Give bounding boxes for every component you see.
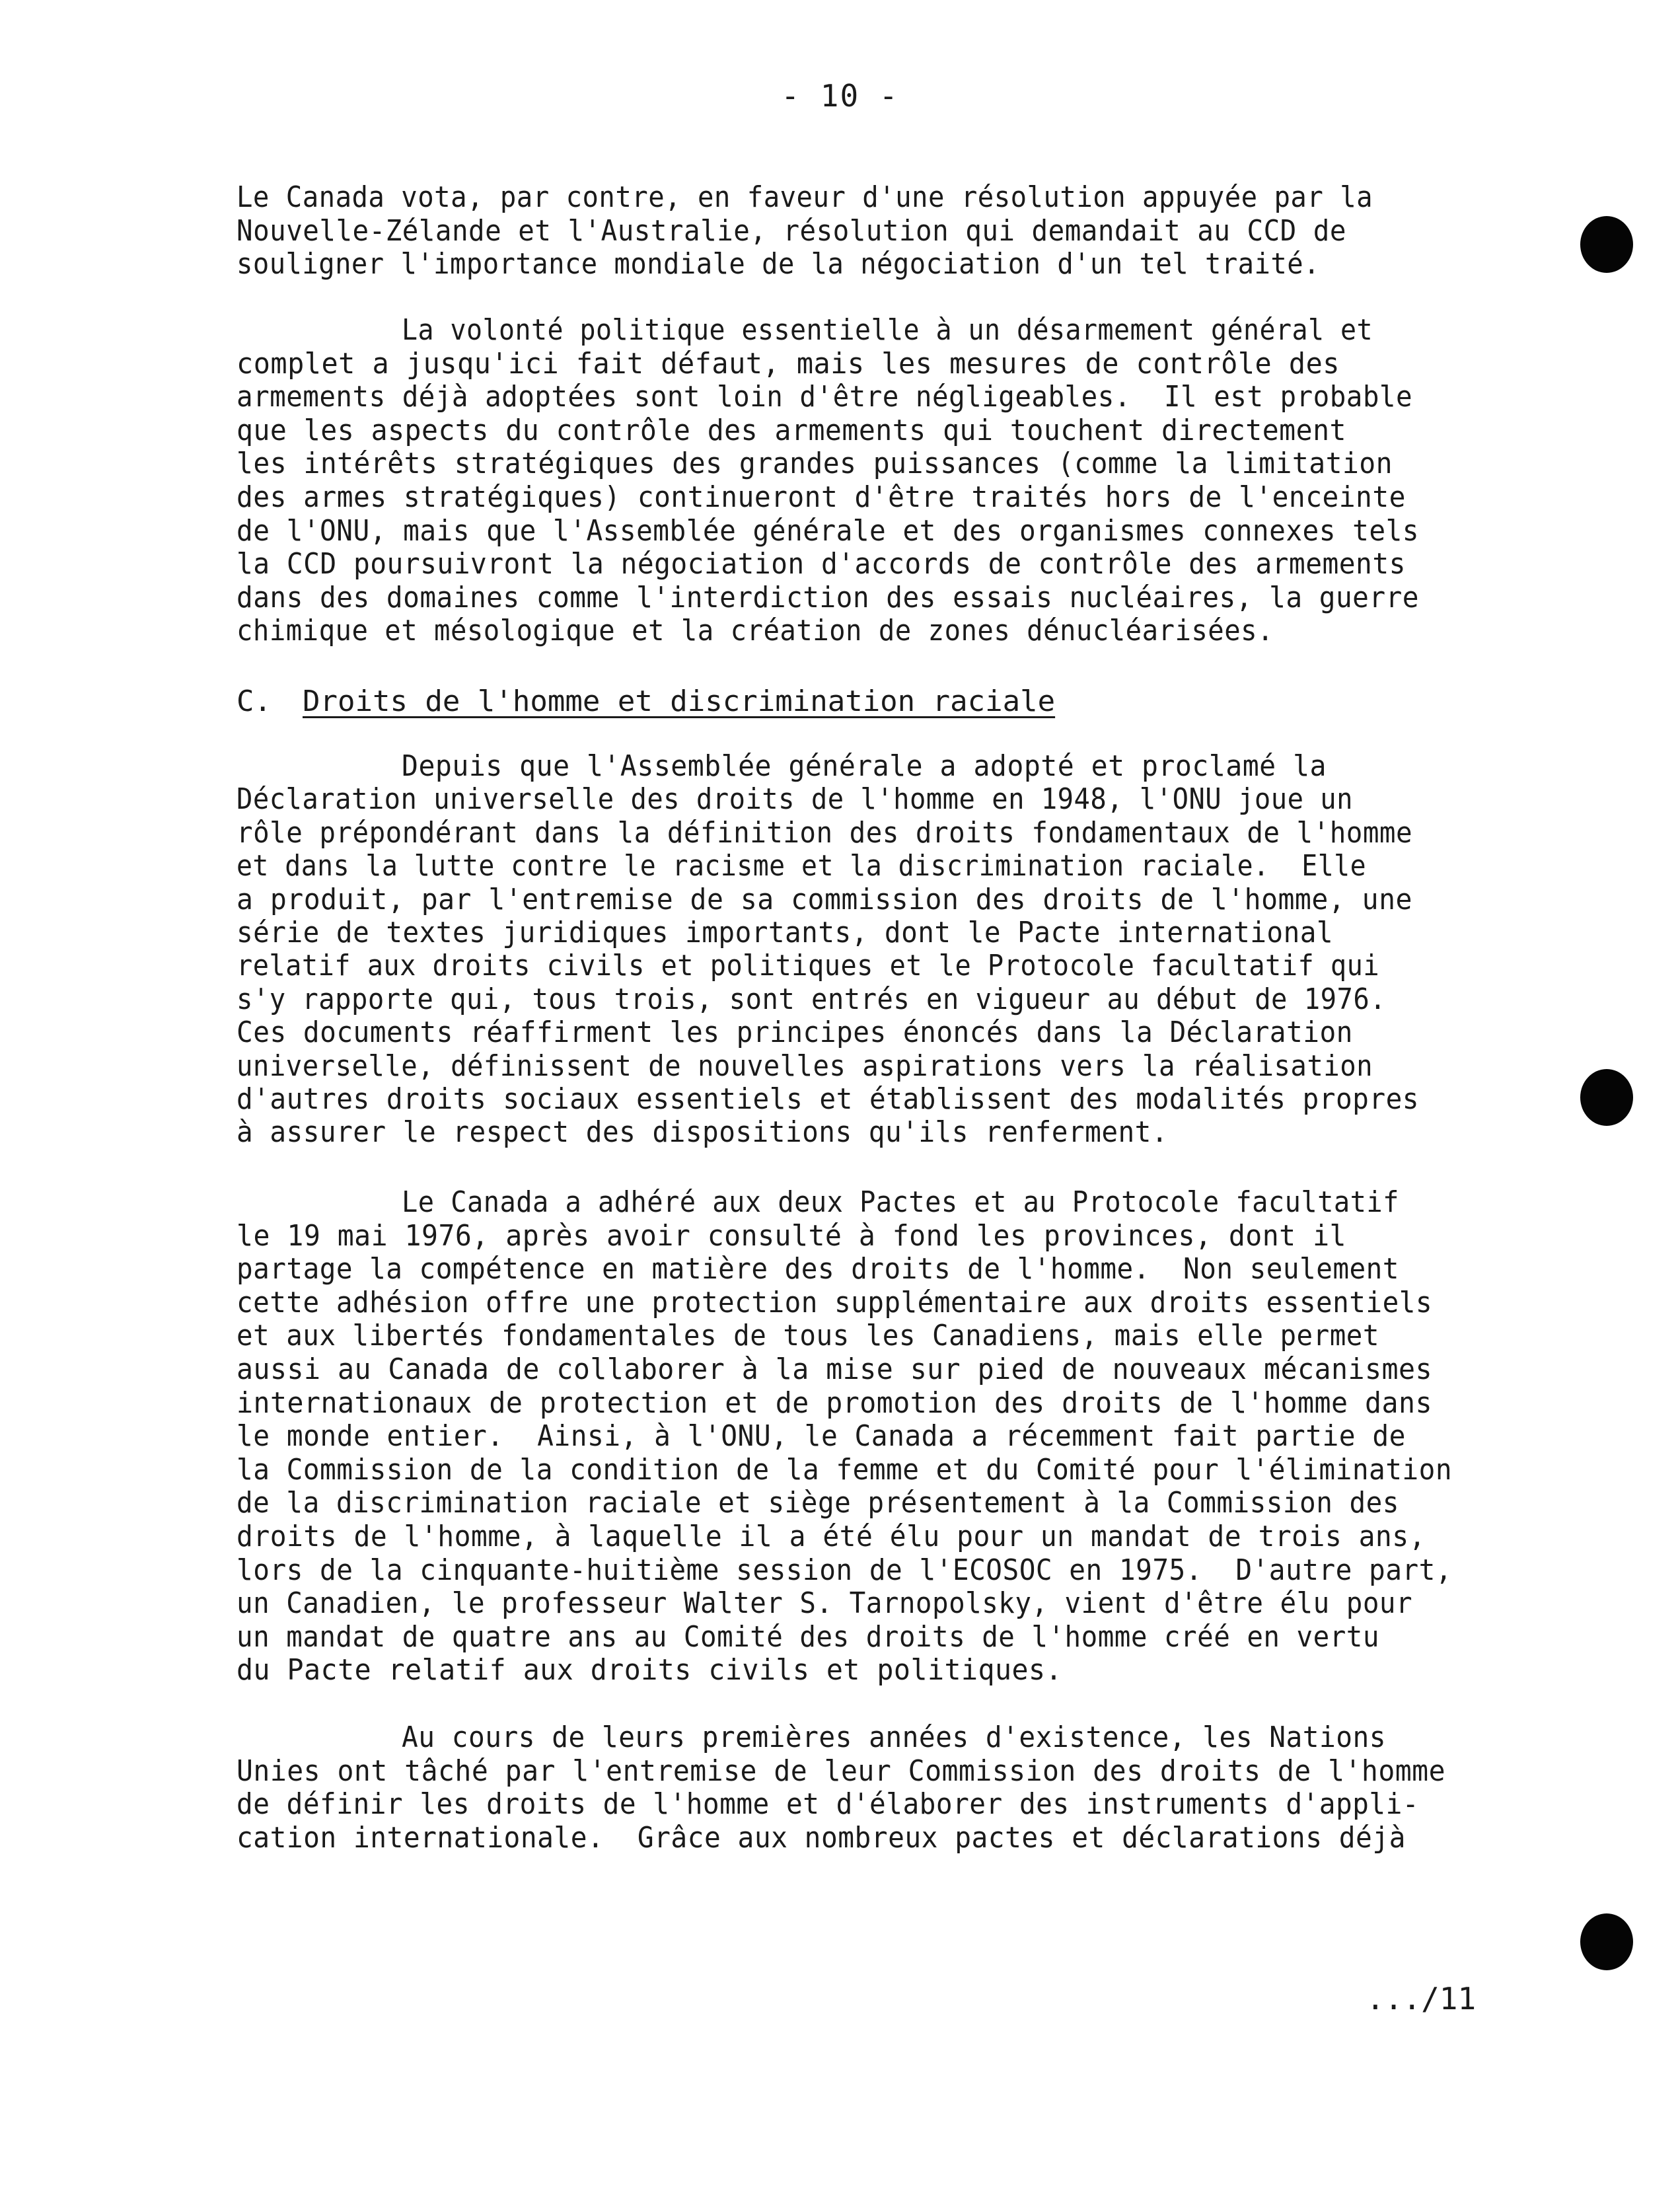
text-line: s'y rapporte qui, tous trois, sont entrés en vigueur au début de 1976. [237,982,1387,1016]
text-line: un mandat de quatre ans au Comité des droits de l'homme créé en vertu [237,1620,1379,1654]
text-line: les intérêts stratégiques des grandes puissances (comme la limitation [237,447,1393,480]
text-line: de l'ONU, mais que l'Assemblée générale et des organismes connexes tels [237,514,1420,548]
text-line: et dans la lutte contre le racisme et la discrimination raciale. Elle [237,849,1367,883]
text-line: que les aspects du contrôle des armements qui touchent directement [237,414,1346,447]
section-letter: C. [237,685,272,718]
punch-hole-bottom [1580,1913,1633,1970]
text-line: Au cours de leurs premières années d'existence, les Nations [402,1721,1387,1754]
page-number: - 10 - [781,78,899,114]
section-heading: Droits de l'homme et discrimination raciale [303,685,1056,718]
text-line: Ces documents réaffirment les principes énoncés dans la Déclaration [237,1016,1353,1049]
text-line: a produit, par l'entremise de sa commission des droits de l'homme, une [237,883,1412,916]
text-line: armements déjà adoptées sont loin d'être négligeables. Il est probable [237,380,1413,414]
text-line: chimique et mésologique et la création de zones dénucléarisées. [237,614,1274,648]
text-line: d'autres droits sociaux essentiels et établissent des modalités propres [237,1082,1420,1116]
text-line: souligner l'importance mondiale de la négociation d'un tel traité. [237,247,1320,281]
text-line: Depuis que l'Assemblée générale a adopté et proclamé la [402,749,1327,783]
text-line: Unies ont tâché par l'entremise de leur Commission des droits de l'homme [237,1754,1446,1788]
text-line: du Pacte relatif aux droits civils et politiques. [237,1653,1063,1687]
text-line: La volonté politique essentielle à un désarmement général et [402,313,1373,347]
text-line: aussi au Canada de collaborer à la mise sur pied de nouveaux mécanismes [237,1352,1432,1386]
text-line: rôle prépondérant dans la définition des droits fondamentaux de l'homme [237,816,1413,850]
text-line: le 19 mai 1976, après avoir consulté à fond les provinces, dont il [237,1219,1346,1253]
text-line: lors de la cinquante-huitième session de l'ECOSOC en 1975. D'autre part, [237,1553,1453,1587]
text-line: de définir les droits de l'homme et d'élaborer des instruments d'appli- [237,1787,1420,1821]
text-line: série de textes juridiques importants, dont le Pacte international [237,916,1334,949]
text-line: Le Canada a adhéré aux deux Pactes et au Protocole facultatif [402,1185,1399,1219]
text-line: un Canadien, le professeur Walter S. Tarnopolsky, vient d'être élu pour [237,1586,1413,1620]
text-line: complet a jusqu'ici fait défaut, mais les mesures de contrôle des [237,347,1340,381]
text-line: universelle, définissent de nouvelles aspirations vers la réalisation [237,1049,1373,1083]
text-line: et aux libertés fondamentales de tous les Canadiens, mais elle permet [237,1319,1379,1352]
text-line: Le Canada vota, par contre, en faveur d'une résolution appuyée par la [237,180,1373,214]
text-line: la Commission de la condition de la femme et du Comité pour l'élimination [237,1453,1453,1487]
text-line: le monde entier. Ainsi, à l'ONU, le Canada a récemment fait partie de [237,1419,1406,1453]
punch-hole-middle [1580,1069,1633,1126]
text-line: relatif aux droits civils et politiques et le Protocole facultatif qui [237,949,1380,982]
text-line: des armes stratégiques) continueront d'être traités hors de l'enceinte [237,480,1406,514]
text-line: Nouvelle-Zélande et l'Australie, résolution qui demandait au CCD de [237,214,1346,248]
continuation-marker: .../11 [1366,1981,1477,2017]
text-line: à assurer le respect des dispositions qu'ils renferment. [237,1115,1169,1149]
punch-hole-top [1580,216,1633,273]
text-line: la CCD poursuivront la négociation d'accords de contrôle des armements [237,547,1406,581]
text-line: dans des domaines comme l'interdiction des essais nucléaires, la guerre [237,581,1420,614]
text-line: cette adhésion offre une protection supplémentaire aux droits essentiels [237,1286,1432,1319]
text-line: cation internationale. Grâce aux nombreux pactes et déclarations déjà [237,1821,1406,1855]
text-line: partage la compétence en matière des droits de l'homme. Non seulement [237,1252,1399,1286]
text-line: internationaux de protection et de promotion des droits de l'homme dans [237,1386,1432,1420]
text-line: de la discrimination raciale et siège présentement à la Commission des [237,1486,1399,1520]
text-line: droits de l'homme, à laquelle il a été élu pour un mandat de trois ans, [237,1520,1426,1553]
text-line: Déclaration universelle des droits de l'homme en 1948, l'ONU joue un [237,782,1353,816]
